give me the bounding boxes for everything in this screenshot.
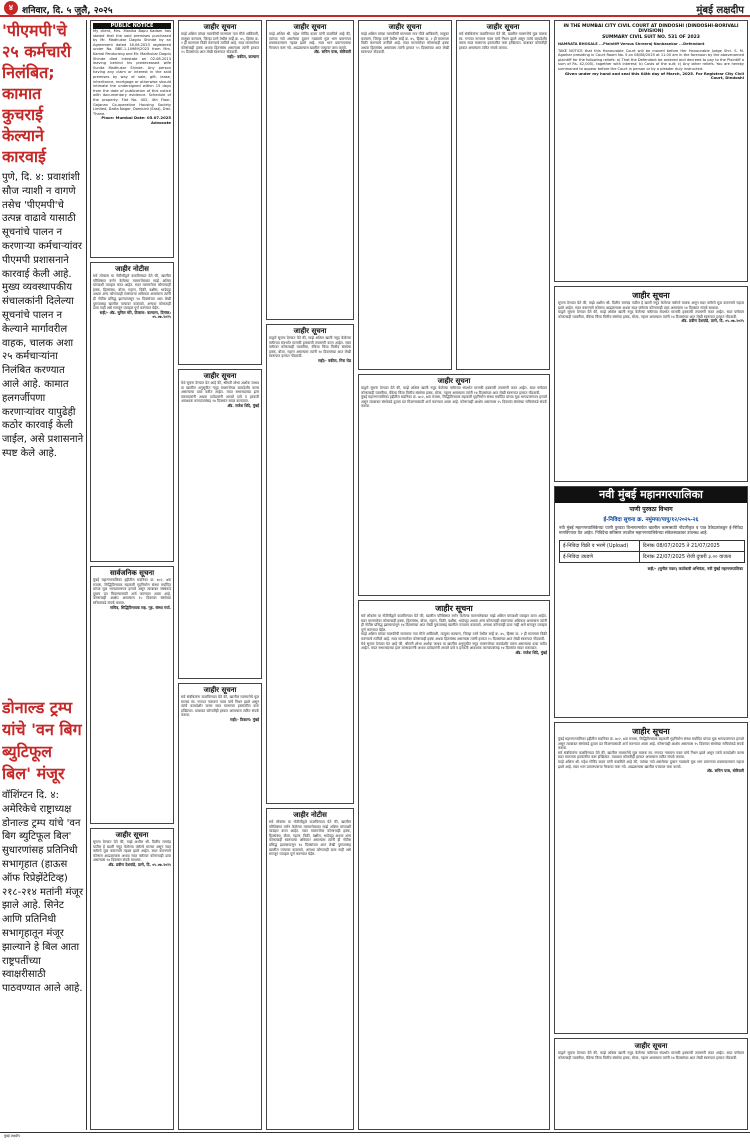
- headline-pmp: 'पीएमपी'चे २५ कर्मचारी निलंबित; कामात कुचराई केल्याने कारवाई: [2, 21, 72, 166]
- sarvajanik-notice: सार्वजनिक सूचना मुंबई महानगरपालिका हद्दीतील सदनिका क्र. ७०२, ७वा मजला, सिद्धिविनायक सहकारी गृहनिर्माण संस्था मर्यादित यांच्या मूळ भागप्रमाणपत्र हरवले असून त्याबाबत संस्थेकडे दुय्यम प्रत मिळण्यासाठी अर्ज करण्यात आला आहे. कोणाचाही आक्षेप असल्यास १५ दिवसांत संस्थेच्या सचिवांकडे संपर्क करावा. सचिव, सिद्धिविनायक सह. गृह. संस्था मर्या.: [90, 566, 174, 824]
- jaheer-suchana-b3: जाहीर सूचना सर्व संबंधितांना कळविण्यात येते की, खालील मालमत्तेचे मूळ मालक स्व. गणपत नारायण पवार यांचे निधन झाले असून त्यांचे कायदेशीर वारस सदर मालमत्ता हस्तांतरित करू इच्छितात. याबाबत कोणतीही हरकत असल्यास त्वरित संपर्क करावा. सही/- ठिकाण: मुंबई: [178, 683, 262, 1130]
- jaheer-suchana-d2: जाहीर सूचना सर्व संबंधितांना कळविण्यात येते की, खालील मालमत्तेचे मूळ मालक स्व. गणपत नारायण पवार यांचे निधन झाले असून त्यांचे कायदेशीर वारस सदर मालमत्ता हस्तांतरित करू इच्छितात. याबाबत कोणतीही हरकत असल्यास त्वरित संपर्क करावा.: [456, 20, 550, 370]
- jaheer-suchana-right3: जाहीर सूचना याद्वारे सूचना देण्यात येते की, माझे अशिल खाली नमूद केलेल्या फ्लॅटच्या संदर्भात मालकी हक्काची तपासणी करत आहेत. सदर फ्लॅटवर कोणत्याही व्यक्तीचा, बँकेचा किंवा वित्तीय संस्थेचा हक्क, बोजा, गहाण असल्यास त्यांनी १४ दिवसांच्या आत लेखी स्वरूपात हरकत नोंदवावी.: [554, 1038, 748, 1130]
- left-news-column: [2, 20, 84, 1132]
- jaheer-suchana-d1: जाहीर सूचना माझे अशिल यांच्या मालकीची मालमत्ता गाव मौजे आंबिवली, तालुका कल्याण, जिल्हा ठाणे येथील सर्व्हे क्र. ४५, हिस्सा क्र. २ ही मालमत्ता विक्री करण्याचे ठरविले आहे. सदर मालमत्तेवर कोणाचाही हक्क अथवा हितसंबंध असल्यास त्यांनी हरकत १५ दिवसांच्या आत लेखी स्वरूपात नोंदवावी.: [358, 20, 452, 370]
- jaheer-notice-a2: जाहीर सूचना सूचना देण्यात येते की, माझे अशील श्री. दिलीप रामचंद्र पाटील हे खाली नमूद केलेल्या फ्लॅटचे मालक असून सदर फ्लॅटचे मूळ करारनामे गहाळ झाले आहेत. सदर करारनामे कोणास आढळल्यास अथवा सदर फ्लॅटवर कोणाचाही दावा असल्यास १४ दिवसांत संपर्क साधावा. अ‍ॅड. प्रवीण देशपांडे, ठाणे, दि. ०५.०७.२०२५: [90, 828, 174, 1130]
- story-trump-bill: वॉशिंग्टन दि. ४: अमेरिकेचे राष्ट्राध्यक्ष डोनाल्ड ट्रम्प यांचे 'वन बिग ब्युटिफूल बिल' सुधारणांसह प्रतिनिधी सभागृहात (हाऊस ऑफ रिप्रेझेंटेटिव्ह) २१८-२१४ मतांनी मंजूर झाले आहे. सिनेट आणि प्रतिनिधी सभागृहातून मंजूर झाल्याने हे बिल आता राष्ट्रपतींच्या स्वाक्षरीसाठी पाठवण्यात आले आहे.: [2, 790, 84, 995]
- jaheer-suchana-wide2: जाहीर सूचना सर्व लोकांस या नोटीसीद्वारे कळविण्यात येते की, खालील परिशिष्टात वर्णन केलेल्या मालमत्तेबाबत माझे अशिल यांच्याशी व्यवहार करत आहेत. सदर मालमत्तेवर कोणाचाही हक्क, हितसंबंध, बोजा, गहाण, विक्री, बक्षीस, भाडेपट्टा अथवा अन्य कोणत्याही स्वरूपाचा अधिकार असल्यास त्यांनी ही नोटीस प्रसिद्ध झाल्यापासून १४ दिवसांच्या आत लेखी पुराव्यासह खालील पत्त्यावर कळवावे, अन्यथा कोणताही दावा नाही असे समजून व्यवहार पूर्ण करण्यात येईल. माझे अशिल यांच्या मालकीची मालमत्ता गाव मौजे आंबिवली, तालुका कल्याण, जिल्हा ठाणे येथील सर्व्हे क्र. ४५, हिस्सा क्र. २ ही मालमत्ता विक्री करण्याचे ठरविले आहे. सदर मालमत्तेवर कोणाचाही हक्क अथवा हितसंबंध असल्यास त्यांनी हरकत १५ दिवसांच्या आत लेखी स्वरूपात नोंदवावी. येथे सूचना देण्यात येत आहे की, श्रीमती शोभा अशोक जाधव या खालील अनुसूचीत नमूद मालमत्तेच्या कायदेशीर वारस असल्याचा दावा करीत आहेत. मयत सभासदाच्या इतर वारसदारांनी अथवा दावेदारांनी आपले दावे व हरकती आवश्यक कागदपत्रांसह १४ दिवसांत सादर कराव्यात. अ‍ॅड. राजेश शिंदे, मुंबई: [358, 600, 550, 1130]
- jaheer-notice-a1: जाहीर नोटीस सर्व लोकांस या नोटीसीद्वारे कळविण्यात येते की, खालील परिशिष्टात वर्णन केलेल्या मालमत्तेबाबत माझे अशिल यांच्याशी व्यवहार करत आहेत. सदर मालमत्तेवर कोणाचाही हक्क, हितसंबंध, बोजा, गहाण, विक्री, बक्षीस, भाडेपट्टा अथवा अन्य कोणत्याही स्वरूपाचा अधिकार असल्यास त्यांनी ही नोटीस प्रसिद्ध झाल्यापासून १४ दिवसांच्या आत लेखी पुराव्यासह खालील पत्त्यावर कळवावे, अन्यथा कोणताही दावा नाही असे समजून व्यवहार पूर्ण करण्यात येईल. सही/- अ‍ॅड. सुनिल मोरे, ठिकाण: कल्याण, दिनांक: ०५.०७.२०२५: [90, 262, 174, 562]
- jaheer-suchana-c2: जाहीर सूचना याद्वारे सूचना देण्यात येते की, माझे अशिल खाली नमूद केलेल्या फ्लॅटच्या संदर्भात मालकी हक्काची तपासणी करत आहेत. सदर फ्लॅटवर कोणत्याही व्यक्तीचा, बँकेचा किंवा वित्तीय संस्थेचा हक्क, बोजा, गहाण असल्यास त्यांनी १४ दिवसांच्या आत लेखी स्वरूपात हरकत नोंदवावी. सही/- वकील, मिरा रोड: [266, 324, 354, 804]
- jaheer-notice-b1: जाहीर सूचना माझे अशिल यांच्या मालकीची मालमत्ता गाव मौजे आंबिवली, तालुका कल्याण, जिल्हा ठाणे येथील सर्व्हे क्र. ४५, हिस्सा क्र. २ ही मालमत्ता विक्री करण्याचे ठरविले आहे. सदर मालमत्तेवर कोणाचाही हक्क अथवा हितसंबंध असल्यास त्यांनी हरकत १५ दिवसांच्या आत लेखी स्वरूपात नोंदवावी. सही/- वकील, कल्याण: [178, 20, 262, 365]
- suchana-b2: जाहीर सूचना येथे सूचना देण्यात येत आहे की, श्रीमती शोभा अशोक जाधव या खालील अनुसूचीत नमूद मालमत्तेच्या कायदेशीर वारस असल्याचा दावा करीत आहेत. मयत सभासदाच्या इतर वारसदारांनी अथवा दावेदारांनी आपले दावे व हरकती आवश्यक कागदपत्रांसह १४ दिवसांत सादर कराव्यात. अ‍ॅड. राजेश शिंदे, मुंबई: [178, 369, 262, 679]
- court-notice: IN THE MUMBAI CITY CIVIL COURT AT DINDOSHI (DINDOSHI-BORIVALI DIVISION) SUMMARY CIVIL SUIT NO. 531 OF 2023 NAMRATA BHOSALE ...Plaintiff Versus Shreeraj Nanbasekar ...Defendant TAKE NOTICE that this Honourable Court will be moved before Her Honourable Judge Shri. S. M. Agarkar presiding in Court Room No. 5 on 08/08/2025 at 11.00 am in the forenoon by the abovenamed plaintiff for the following reliefs: a) That the Defendant be ordered and decreed to pay to the Plaintiff a sum of Rs. 42,000/- together with interest; b) Costs of the suit; c) Any other reliefs. You are hereby summoned to appear before the Court in person or by a pleader duly instructed. Given under my hand and seal this 04th day of March, 2025. For Registrar City Civil Court, Dindoshi: [554, 20, 748, 282]
- page-number: ४: [4, 1, 18, 15]
- masthead: [0, 0, 750, 17]
- nmmc-date-table: ई-निविदा विक्री व भरणे (Upload) दिनांक 08/07/2025 ते 21/07/2025 ई-निविदा उघडणे दिनांक 22/07/2025 रोजी दुपारी ३.०० वाजता: [559, 540, 745, 563]
- public-notice-english: PUBLIC NOTICE My client, Mrs. Monika Bapu Kadam has stated that the said premises purchased by Mr. Madhukar Dagdu Shinde by an Agreement dated 18.06.2023 registered under No. BBE-1-10989/2023 from Mrs. Kamal Pandurang and Mr. Madhukar Dagdu Shinde died intestate on 02.08.2013 leaving behind his predeceased wife Sunita Madhukar Shinde. Any person having any claim or interest in the said premises by way of sale, gift, lease, inheritance, mortgage or otherwise should intimate the undersigned within 15 days from the date of publication of this notice with documentary evidence. Schedule of the property: Flat No. 402, 4th Floor, Gajanan Co-operative Housing Society Limited, Datta Nagar, Dombivli (East), Dist. Thane. Place: Mumbai Date: 05.07.2025 Advocate: [90, 20, 174, 258]
- jaheer-suchana-right1: जाहीर सूचना सूचना देण्यात येते की, माझे अशील श्री. दिलीप रामचंद्र पाटील हे खाली नमूद केलेल्या फ्लॅटचे मालक असून सदर फ्लॅटचे मूळ करारनामे गहाळ झाले आहेत. सदर करारनामे कोणास आढळल्यास अथवा सदर फ्लॅटवर कोणाचाही दावा असल्यास १४ दिवसांत संपर्क साधावा. याद्वारे सूचना देण्यात येते की, माझे अशिल खाली नमूद केलेल्या फ्लॅटच्या संदर्भात मालकी हक्काची तपासणी करत आहेत. सदर फ्लॅटवर कोणत्याही व्यक्तीचा, बँकेचा किंवा वित्तीय संस्थेचा हक्क, बोजा, गहाण असल्यास त्यांनी १४ दिवसांच्या आत लेखी स्वरूपात हरकत नोंदवावी. अ‍ॅड. प्रवीण देशपांडे, ठाणे, दि. ०५.०७.२०२५: [554, 286, 748, 482]
- nmmc-tender: नवी मुंबई महानगरपालिका पाणी पुरवठा विभाग ई-निविदा सूचना क्र. नमुंमपा/पापु/१२/२०२५-२६ नवी मुंबई महानगरपालिकेच्या पाणी पुरवठा विभागामार्फत खालील कामासाठी नोंदणीकृत व पात्र ठेकेदारांकडून ई-निविदा मागविण्यात येत आहेत. निविदेचा सविस्तर तपशील महानगरपालिकेच्या संकेतस्थळावर उपलब्ध आहे. ई-निविदा विक्री व भरणे (Upload) दिनांक 08/07/2025 ते 21/07/2025 ई-निविदा उघडणे दिनांक 22/07/2025 रोजी दुपारी ३.०० वाजता सही/- (सुनील पवार) कार्यकारी अभियंता, नवी मुंबई महानगरपालिका: [554, 486, 748, 718]
- headline-trump-bill: डोनाल्ड ट्रम्प यांचे 'वन बिग ब्युटिफूल बिल' मंजूर: [2, 698, 82, 783]
- newspaper-brand: मुंबई लक्षदीप: [696, 5, 744, 16]
- footer-imprint: मुंबई लक्षदीप: [0, 1132, 750, 1148]
- page-date: शनिवार, दि. ५ जुलै, २०२५: [22, 6, 113, 16]
- story-pmp: पुणे, दि. ४: प्रवाशांशी सौज न्याशी न वागणे तसेच 'पीएमपी'चे उत्पन्न वाढावे यासाठी सूचनांचे पालन न करणाऱ्या कर्मचाऱ्यांवर पीएमपी प्रशासनाने कारवाई केली आहे. मुख्य व्यवस्थापकीय संचालकांनी दिलेल्या सूचनांचे पालन न केल्याने मार्गावरील वाहक, चालक अशा २५ कर्मचाऱ्यांना निलंबित करण्यात आले आहे. कामात हलगर्जीपणा करणाऱ्यांवर यापुढेही कठोर कारवाई केली जाईल, असे प्रशासनाने स्पष्ट केले आहे.: [2, 172, 84, 459]
- nmmc-title: नवी मुंबई महानगरपालिका: [555, 487, 747, 503]
- jaheer-suchana-c1: जाहीर सूचना माझे अशिल श्री. महेश गोविंद कदम यांनी कळविले आहे की, त्यांच्या नावे असलेल्या दुकान गाळ्याचे मूळ भाग प्रमाणपत्र प्रवासादरम्यान गहाळ झाले आहे. सदर भाग प्रमाणपत्राचा गैरवापर करू नये. आढळल्यास खालील पत्त्यावर जमा करावे. अ‍ॅड. सचिन परब, बोरिवली: [266, 20, 354, 320]
- jaheer-suchana-right2: जाहीर सूचना मुंबई महानगरपालिका हद्दीतील सदनिका क्र. ७०२, ७वा मजला, सिद्धिविनायक सहकारी गृहनिर्माण संस्था मर्यादित यांच्या मूळ भागप्रमाणपत्र हरवले असून त्याबाबत संस्थेकडे दुय्यम प्रत मिळण्यासाठी अर्ज करण्यात आला आहे. कोणाचाही आक्षेप असल्यास १५ दिवसांत संस्थेच्या सचिवांकडे संपर्क करावा. सर्व संबंधितांना कळविण्यात येते की, खालील मालमत्तेचे मूळ मालक स्व. गणपत नारायण पवार यांचे निधन झाले असून त्यांचे कायदेशीर वारस सदर मालमत्ता हस्तांतरित करू इच्छितात. याबाबत कोणतीही हरकत असल्यास त्वरित संपर्क करावा. माझे अशिल श्री. महेश गोविंद कदम यांनी कळविले आहे की, त्यांच्या नावे असलेल्या दुकान गाळ्याचे मूळ भाग प्रमाणपत्र प्रवासादरम्यान गहाळ झाले आहे. सदर भाग प्रमाणपत्राचा गैरवापर करू नये. आढळल्यास खालील पत्त्यावर जमा करावे. अ‍ॅड. सचिन परब, बोरिवली: [554, 722, 748, 1034]
- jaheer-suchana-wide1: जाहीर सूचना याद्वारे सूचना देण्यात येते की, माझे अशिल खाली नमूद केलेल्या फ्लॅटच्या संदर्भात मालकी हक्काची तपासणी करत आहेत. सदर फ्लॅटवर कोणत्याही व्यक्तीचा, बँकेचा किंवा वित्तीय संस्थेचा हक्क, बोजा, गहाण असल्यास त्यांनी १४ दिवसांच्या आत लेखी स्वरूपात हरकत नोंदवावी. मुंबई महानगरपालिका हद्दीतील सदनिका क्र. ७०२, ७वा मजला, सिद्धिविनायक सहकारी गृहनिर्माण संस्था मर्यादित यांच्या मूळ भागप्रमाणपत्र हरवले असून त्याबाबत संस्थेकडे दुय्यम प्रत मिळण्यासाठी अर्ज करण्यात आला आहे. कोणाचाही आक्षेप असल्यास १५ दिवसांत संस्थेच्या सचिवांकडे संपर्क करावा.: [358, 374, 550, 596]
- jaheer-suchana-c3: जाहीर नोटीस सर्व लोकांस या नोटीसीद्वारे कळविण्यात येते की, खालील परिशिष्टात वर्णन केलेल्या मालमत्तेबाबत माझे अशिल यांच्याशी व्यवहार करत आहेत. सदर मालमत्तेवर कोणाचाही हक्क, हितसंबंध, बोजा, गहाण, विक्री, बक्षीस, भाडेपट्टा अथवा अन्य कोणत्याही स्वरूपाचा अधिकार असल्यास त्यांनी ही नोटीस प्रसिद्ध झाल्यापासून १४ दिवसांच्या आत लेखी पुराव्यासह खालील पत्त्यावर कळवावे, अन्यथा कोणताही दावा नाही असे समजून व्यवहार पूर्ण करण्यात येईल.: [266, 808, 354, 1130]
